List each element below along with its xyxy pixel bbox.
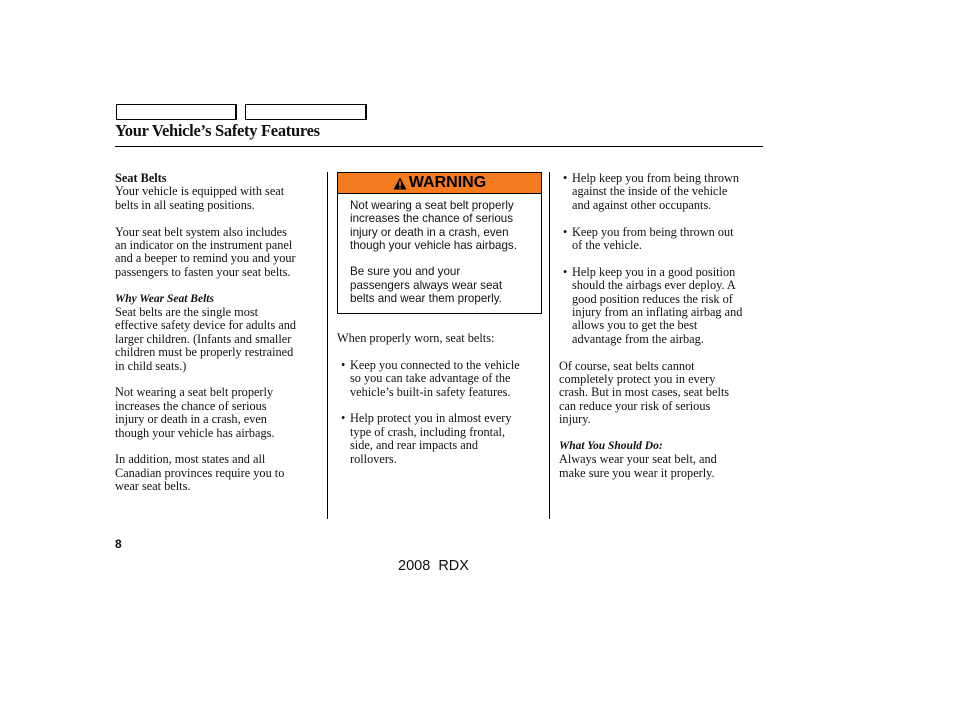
list-item xyxy=(337,359,542,399)
intro-text: When properly worn, seat belts: xyxy=(337,331,495,345)
bullet-icon: • xyxy=(563,264,568,279)
text-line: an indicator on the instrument panel xyxy=(115,238,293,253)
text-line: of the vehicle. xyxy=(572,238,642,253)
text-line: Be sure you and your xyxy=(350,265,461,279)
bullet-icon: • xyxy=(563,171,568,185)
seat-belts-heading: Seat Belts xyxy=(115,171,167,185)
text-line: and against other occupants. xyxy=(572,197,712,212)
page-number: 8 xyxy=(115,537,122,551)
warning-body xyxy=(350,199,517,305)
text-line: Always wear your seat belt, and xyxy=(559,452,717,467)
text-line: belts and wear them properly. xyxy=(350,292,502,306)
header-tab-left xyxy=(116,104,237,120)
text-line: Help keep you in a good position xyxy=(572,264,736,279)
list-item xyxy=(559,172,759,212)
text-line: advantage from the airbag. xyxy=(572,331,704,346)
text-line: increases the chance of serious xyxy=(350,212,514,226)
text-line: belts in all seating positions. xyxy=(115,197,255,212)
text-line: injury or death in a crash, even xyxy=(350,225,509,239)
text-line: passengers to fasten your seat belts. xyxy=(115,264,291,279)
bullet-icon: • xyxy=(341,357,346,372)
text-line: Not wearing a seat belt properly xyxy=(115,385,274,400)
column-3 xyxy=(559,172,759,480)
text-line: Your seat belt system also includes xyxy=(115,224,287,239)
text-line: allows you to get the best xyxy=(572,318,698,333)
text-line: good position reduces the risk of xyxy=(572,291,733,306)
text-line: effective safety device for adults and xyxy=(115,318,297,333)
text-line: crash. But in most cases, seat belts xyxy=(559,385,730,400)
text-line: passengers always wear seat xyxy=(350,278,503,292)
bullet-icon: • xyxy=(341,411,346,426)
why-wear-heading: Why Wear Seat Belts xyxy=(115,292,214,305)
text-line: In addition, most states and all xyxy=(115,452,266,467)
bullet-icon: • xyxy=(563,224,568,239)
text-line: Keep you connected to the vehicle xyxy=(350,357,520,372)
list-item xyxy=(559,226,759,253)
text-line: can reduce your risk of serious xyxy=(559,398,711,413)
text-line: Keep you from being thrown out xyxy=(572,224,734,239)
text-line: and a beeper to remind you and your xyxy=(115,251,296,266)
text-line: Help protect you in almost every xyxy=(350,411,512,426)
header-tab-right xyxy=(245,104,367,120)
text-line: though your vehicle has airbags. xyxy=(115,425,275,440)
text-line: though your vehicle has airbags. xyxy=(350,238,517,252)
text-line: type of crash, including frontal, xyxy=(350,424,506,439)
text-line: injury from an inflating airbag and xyxy=(572,305,743,320)
warning-label: WARNING xyxy=(408,174,487,191)
text-line: side, and rear impacts and xyxy=(350,438,479,453)
text-line: Not wearing a seat belt properly xyxy=(350,199,514,212)
text-line: vehicle’s built-in safety features. xyxy=(350,384,511,399)
text-line: increases the chance of serious xyxy=(115,398,267,413)
text-line: in child seats.) xyxy=(115,358,187,373)
page-title: Your Vehicle’s Safety Features xyxy=(115,121,320,140)
text-line: Seat belts are the single most xyxy=(115,305,259,320)
text-line: wear seat belts. xyxy=(115,479,191,494)
what-you-should-do-heading: What You Should Do: xyxy=(559,440,663,453)
column-divider-2 xyxy=(549,172,550,519)
text-line: injury. xyxy=(559,412,591,427)
text-line: Your vehicle is equipped with seat xyxy=(115,184,285,199)
text-line: should the airbags ever deploy. A xyxy=(572,278,736,293)
warning-header xyxy=(338,173,541,194)
warning-box xyxy=(337,172,542,314)
text-line: make sure you wear it properly. xyxy=(559,465,715,480)
column-1 xyxy=(115,172,320,494)
list-item xyxy=(559,266,759,346)
column-2 xyxy=(337,332,542,466)
text-line: Canadian provinces require you to xyxy=(115,465,285,480)
list-item xyxy=(337,412,542,466)
title-rule xyxy=(115,146,763,147)
text-line: rollovers. xyxy=(350,451,397,466)
text-line: larger children. (Infants and smaller xyxy=(115,331,292,346)
text-line: injury or death in a crash, even xyxy=(115,412,267,427)
text-line: Of course, seat belts cannot xyxy=(559,358,695,373)
text-line: children must be properly restrained xyxy=(115,345,294,360)
text-line: completely protect you in every xyxy=(559,372,716,387)
footer-model: 2008 RDX xyxy=(398,558,469,574)
warning-triangle-icon xyxy=(393,177,407,190)
column-divider-1 xyxy=(327,172,328,519)
text-line: so you can take advantage of the xyxy=(350,371,511,386)
text-line: against the inside of the vehicle xyxy=(572,184,728,199)
text-line: Help keep you from being thrown xyxy=(572,171,739,185)
